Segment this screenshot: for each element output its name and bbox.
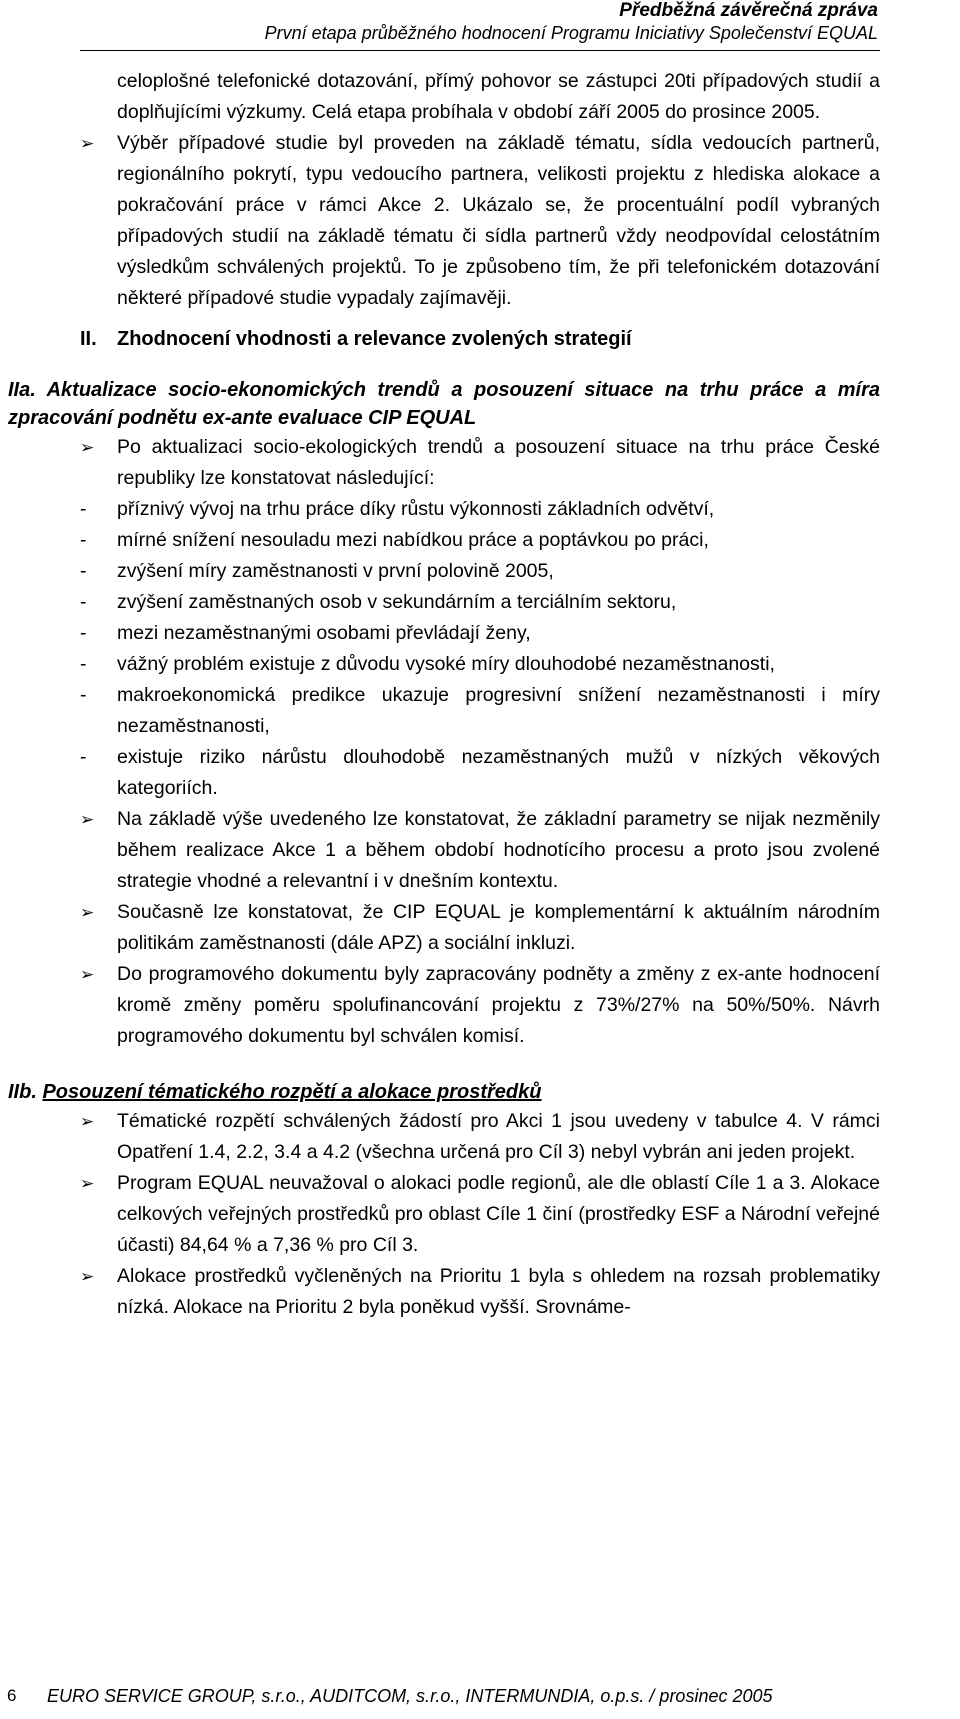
bullet-text: Po aktualizaci socio-ekologických trendů a posouzení situace na trhu práce České republiky lze konstatovat následující: <box>117 436 880 489</box>
section-number: II. <box>80 328 97 350</box>
bullet-text: Program EQUAL neuvažoval o alokaci podle regionů, ale dle oblastí Cíle 1 a 3. Alokace celkových veřejných prostředků pro oblast Cíle 1 činí (prostředky ESF a Národní veřejné účasti) 84,64 % a 7,36 % pro Cíl 3. <box>117 1172 880 1256</box>
list-item-text: mírné snížení nesouladu mezi nabídkou práce a poptávkou po práci, <box>117 529 709 551</box>
section-number: IIa. <box>8 379 36 401</box>
list-item-text: příznivý vývoj na trhu práce díky růstu výkonnosti základních odvětví, <box>117 498 715 520</box>
bullet-text: Alokace prostředků vyčleněných na Prioritu 1 byla s ohledem na rozsah problematiky nízká. Alokace na Prioritu 2 byla poněkud vyšší. Srovnáme- <box>117 1265 880 1318</box>
arrow-bullet-icon: ➢ <box>80 1174 95 1193</box>
list-item-text: mezi nezaměstnanými osobami převládají ženy, <box>117 622 531 644</box>
list-item-text: makroekonomická predikce ukazuje progresivní snížení nezaměstnanosti i míry nezaměstnanosti, <box>117 684 880 737</box>
section-title: Aktualizace socio-ekonomických trendů a posouzení situace na trhu práce a míra zpracování podnětu ex-ante evaluace CIP EQUAL <box>8 379 880 429</box>
page-content <box>8 66 880 1323</box>
arrow-bullet-icon: ➢ <box>80 438 95 457</box>
list-item <box>80 742 880 804</box>
bullet-thematic-range <box>80 1106 880 1168</box>
header-divider <box>80 50 880 51</box>
page-number: 6 <box>7 1686 17 1705</box>
section-ii-heading <box>80 324 880 356</box>
report-title: Předběžná závěrečná zpráva <box>619 0 878 21</box>
dash-marker: - <box>80 684 87 706</box>
section-title: Posouzení tématického rozpětí a alokace prostředků <box>42 1081 542 1103</box>
bullet-trends-intro <box>80 432 880 494</box>
bullet-conclusion <box>80 804 880 897</box>
arrow-bullet-icon: ➢ <box>80 903 95 922</box>
bullet-text: Současně lze konstatovat, že CIP EQUAL je komplementární k aktuálním národním politikám zaměstnanosti (dále APZ) a sociální inkluzi. <box>117 901 880 954</box>
arrow-bullet-icon: ➢ <box>80 1112 95 1131</box>
list-item-text: zvýšení zaměstnaných osob v sekundárním a terciálním sektoru, <box>117 591 677 613</box>
bullet-text: Tématické rozpětí schválených žádostí pro Akci 1 jsou uvedeny v tabulce 4. V rámci Opatření 1.4, 2.2, 3.4 a 4.2 (všechna určená pro Cíl 3) nebyl vybrán ani jeden projekt. <box>117 1110 880 1163</box>
intro-paragraph: celoplošné telefonické dotazování, přímý pohovor se zástupci 20ti případových studií a doplňujícími výzkumy. Celá etapa probíhala v období září 2005 do prosince 2005. <box>117 70 880 123</box>
list-item-text: vážný problém existuje z důvodu vysoké míry dlouhodobé nezaměstnanosti, <box>117 653 775 675</box>
section-number: IIb. <box>8 1081 37 1103</box>
dash-marker: - <box>80 560 87 582</box>
bullet-text: Na základě výše uvedeného lze konstatovat, že základní parametry se nijak nezměnily během realizace Akce 1 a během období hodnotícího procesu a proto jsou zvolené strategie vhodné a relevantní i v dnešním kontextu. <box>117 808 880 892</box>
section-title: Zhodnocení vhodnosti a relevance zvolených strategií <box>117 328 632 350</box>
page-header <box>265 0 878 44</box>
list-item <box>80 618 880 649</box>
bullet-case-study <box>80 128 880 314</box>
dash-marker: - <box>80 746 87 768</box>
trends-list <box>80 494 880 804</box>
list-item <box>80 494 880 525</box>
bullet-text: Do programového dokumentu byly zapracovány podněty a změny z ex-ante hodnocení kromě změny poměru spolufinancování projektu z 73%/27% na 50%/50%. Návrh programového dokumentu byl schválen komisí. <box>117 963 880 1047</box>
bullet-complementarity <box>80 897 880 959</box>
bullet-regional-allocation <box>80 1168 880 1261</box>
list-item <box>80 587 880 618</box>
arrow-bullet-icon: ➢ <box>80 965 95 984</box>
report-subtitle: První etapa průběžného hodnocení Programu Iniciativy Společenství EQUAL <box>264 23 878 43</box>
list-item <box>80 525 880 556</box>
dash-marker: - <box>80 653 87 675</box>
list-item-text: zvýšení míry zaměstnanosti v první polovině 2005, <box>117 560 554 582</box>
dash-marker: - <box>80 622 87 644</box>
arrow-bullet-icon: ➢ <box>80 134 95 153</box>
bullet-program-document <box>80 959 880 1052</box>
dash-marker: - <box>80 529 87 551</box>
list-item-text: existuje riziko nárůstu dlouhodobě nezaměstnaných mužů v nízkých věkových kategoriích. <box>117 746 880 799</box>
arrow-bullet-icon: ➢ <box>80 810 95 829</box>
dash-marker: - <box>80 591 87 613</box>
list-item <box>80 556 880 587</box>
bullet-text: Výběr případové studie byl proveden na základě tématu, sídla vedoucích partnerů, regionálního pokrytí, typu vedoucího partnera, velikosti projektu z hlediska alokace a pokračování práce v rámci Akce 2. Ukázalo se, že procentuální podíl vybraných případových studií na základě tématu či sídla partnerů vždy neodpovídal celostátním výsledkům schválených projektů. To je způsobeno tím, že při telefonickém dotazování některé případové studie vypadaly zajímavěji. <box>117 132 880 309</box>
bullet-priority-allocation <box>80 1261 880 1323</box>
dash-marker: - <box>80 498 87 520</box>
section-iia-heading <box>8 376 880 432</box>
list-item <box>80 649 880 680</box>
list-item <box>80 680 880 742</box>
footer-text: EURO SERVICE GROUP, s.r.o., AUDITCOM, s.r.o., INTERMUNDIA, o.p.s. / prosinec 2005 <box>47 1686 773 1706</box>
arrow-bullet-icon: ➢ <box>80 1267 95 1286</box>
section-iib-heading <box>8 1078 880 1106</box>
